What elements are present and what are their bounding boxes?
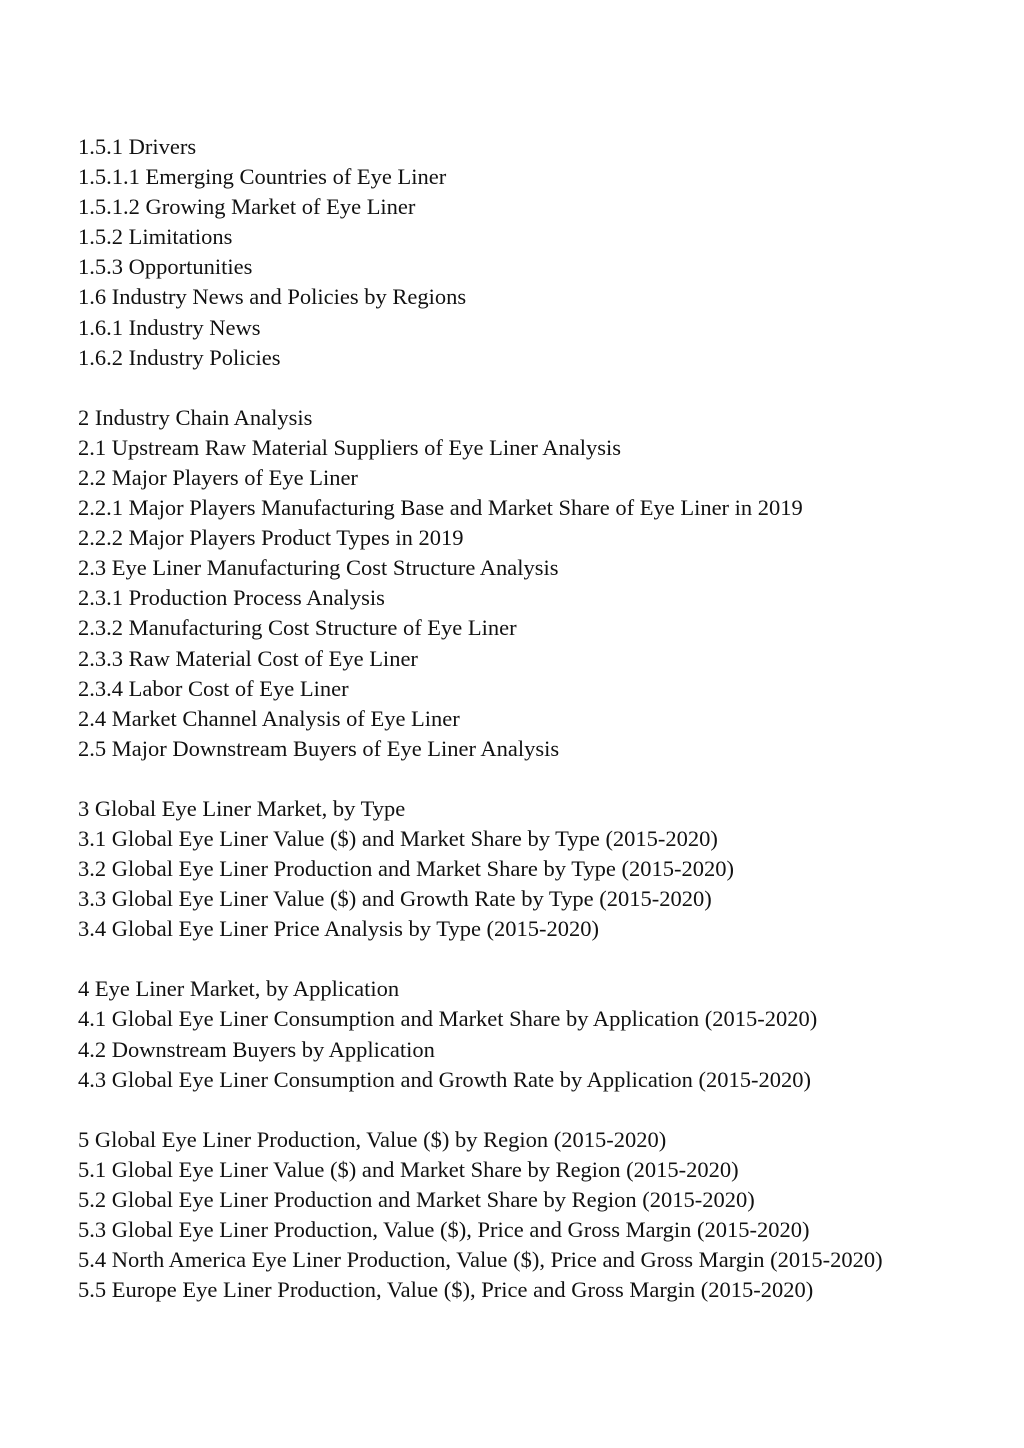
toc-line: 1.5.1 Drivers	[78, 134, 197, 159]
toc-line: 3.3 Global Eye Liner Value ($) and Growth Rate by Type (2015-2020)	[78, 886, 712, 912]
toc-line: 2.3.4 Labor Cost of Eye Liner	[78, 675, 349, 701]
toc-line: 4.1 Global Eye Liner Consumption and Market Share by Application (2015-2020)	[78, 1006, 818, 1032]
toc-line: 3.4 Global Eye Liner Price Analysis by Type (2015-2020)	[78, 916, 600, 942]
toc-line: 4.3 Global Eye Liner Consumption and Growth Rate by Application (2015-2020)	[78, 1066, 812, 1092]
toc-section-2	[78, 403, 998, 764]
toc-line: 1.5.3 Opportunities	[78, 254, 253, 280]
table-of-contents	[78, 132, 998, 1335]
toc-line: 2.3.1 Production Process Analysis	[78, 585, 385, 611]
toc-line: 1.6.2 Industry Policies	[78, 344, 281, 370]
toc-line: 2.3 Eye Liner Manufacturing Cost Structure Analysis	[78, 555, 559, 581]
toc-chapter-heading: 4 Eye Liner Market, by Application	[78, 976, 400, 1002]
toc-section-4	[78, 974, 998, 1094]
toc-section-1	[78, 132, 998, 373]
toc-line: 2.2 Major Players of Eye Liner	[78, 464, 358, 490]
toc-line: 1.6 Industry News and Policies by Regions	[78, 284, 467, 310]
toc-line: 4.2 Downstream Buyers by Application	[78, 1036, 435, 1062]
toc-section-3	[78, 794, 998, 944]
toc-line: 1.5.1.2 Growing Market of Eye Liner	[78, 194, 416, 220]
toc-line: 2.1 Upstream Raw Material Suppliers of Eye Liner Analysis	[78, 434, 622, 460]
toc-line: 5.3 Global Eye Liner Production, Value ($), Price and Gross Margin (2015-2020)	[78, 1217, 810, 1242]
toc-line: 1.5.1.1 Emerging Countries of Eye Liner	[78, 164, 447, 190]
toc-line: 2.3.2 Manufacturing Cost Structure of Eye Liner	[78, 615, 517, 641]
toc-line: 2.4 Market Channel Analysis of Eye Liner	[78, 705, 460, 731]
toc-line: 5.5 Europe Eye Liner Production, Value ($), Price and Gross Margin (2015-2020)	[78, 1277, 814, 1303]
toc-section-5	[78, 1125, 998, 1306]
toc-chapter-heading: 3 Global Eye Liner Market, by Type	[78, 795, 406, 821]
toc-line: 5.1 Global Eye Liner Value ($) and Market Share by Region (2015-2020)	[78, 1156, 739, 1182]
toc-line: 2.2.2 Major Players Product Types in 2019	[78, 525, 464, 551]
toc-line: 1.5.2 Limitations	[78, 224, 233, 250]
toc-line: 5.4 North America Eye Liner Production, Value ($), Price and Gross Margin (2015-2020)	[78, 1247, 883, 1273]
toc-line: 1.6.1 Industry News	[78, 314, 261, 340]
toc-chapter-heading: 5 Global Eye Liner Production, Value ($) by Region (2015-2020)	[78, 1126, 667, 1152]
toc-line: 5.2 Global Eye Liner Production and Market Share by Region (2015-2020)	[78, 1186, 755, 1212]
toc-line: 2.3.3 Raw Material Cost of Eye Liner	[78, 645, 418, 671]
toc-line: 3.2 Global Eye Liner Production and Market Share by Type (2015-2020)	[78, 856, 734, 882]
toc-line: 3.1 Global Eye Liner Value ($) and Market Share by Type (2015-2020)	[78, 825, 718, 851]
toc-chapter-heading: 2 Industry Chain Analysis	[78, 404, 313, 430]
toc-line: 2.2.1 Major Players Manufacturing Base and Market Share of Eye Liner in 2019	[78, 495, 803, 521]
toc-line: 2.5 Major Downstream Buyers of Eye Liner Analysis	[78, 735, 560, 761]
